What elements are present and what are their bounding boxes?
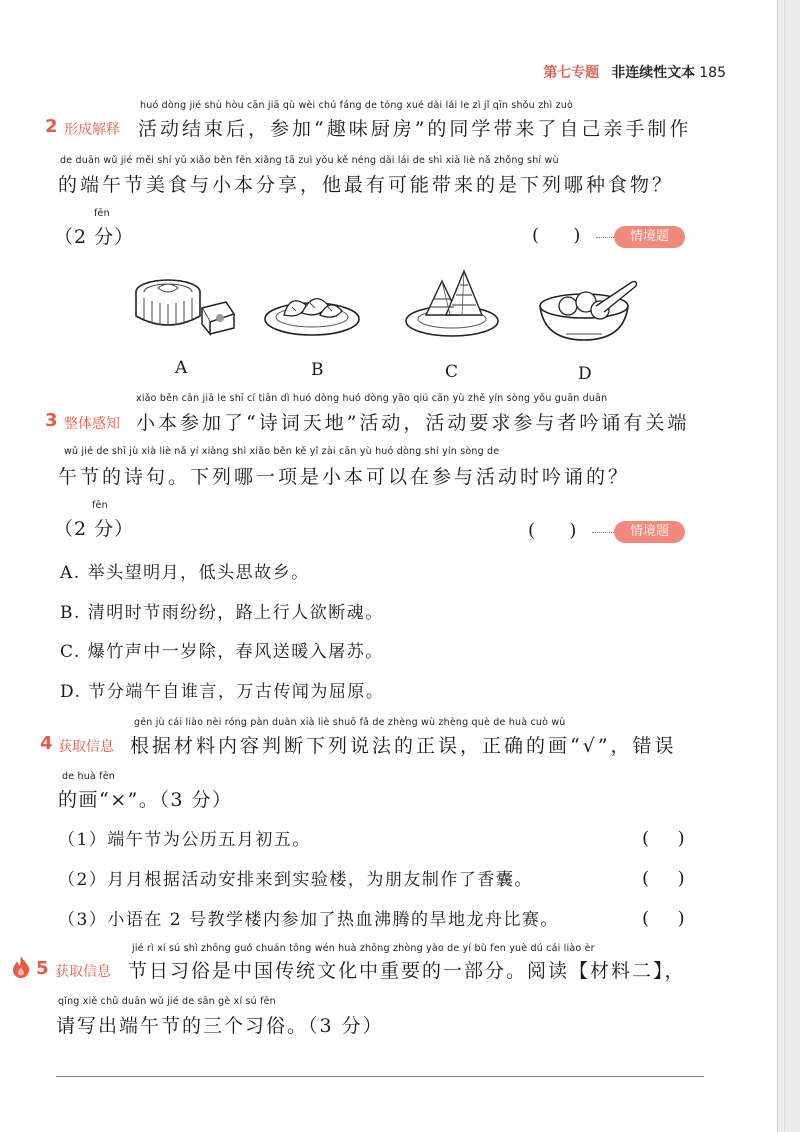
page-edge — [777, 0, 800, 1132]
q5-number: 5 — [36, 958, 49, 979]
q3-number: 3 — [45, 410, 58, 431]
q3-line-2: 午节的诗句。下列哪一项是小本可以在参与活动时吟诵的？ — [58, 466, 631, 488]
dumplings-icon — [262, 285, 362, 340]
option-c-label[interactable]: C — [445, 362, 459, 382]
q5-line-1: 节日习俗是中国传统文化中重要的一部分。阅读【材料二】， — [128, 960, 686, 982]
q3-pinyin-1: xiǎo běn cān jiā le shī cí tiān dì huó dòng huó dòng yāo qiú cān yù zhě yín sòng yǒu guān duān — [136, 393, 608, 404]
q3-choice-c[interactable]: C. 爆竹声中一岁除，春风送暖入屠苏。 — [60, 642, 384, 662]
q2-badge-connector — [596, 237, 616, 238]
q3-choice-d[interactable]: D. 节分端午自谁言，万古传闻为屈原。 — [60, 682, 385, 702]
q4-item-3-paren[interactable]: ( ) — [642, 908, 685, 929]
mooncake-icon — [130, 272, 240, 342]
q3-pinyin-2: wǔ jié de shī jù xià liè nǎ yí xiàng shì xiǎo běn kě yǐ zài cān yù huó dòng shí yín sòng de — [64, 446, 500, 457]
q4-tag: 获取信息 — [58, 739, 114, 755]
q3-answer-paren[interactable]: ( ) — [528, 520, 577, 541]
q2-pinyin-3: fēn — [94, 208, 110, 219]
q5-line-2: 请写出端午节的三个习俗。（3 分） — [56, 1015, 384, 1037]
q3-line-1: 小本参加了“诗词天地”活动，活动要求参与者吟诵有关端 — [136, 412, 690, 434]
q4-number: 4 — [40, 733, 53, 754]
q4-item-2: （2）月月根据活动安排来到实验楼，为朋友制作了香囊。 — [58, 870, 533, 890]
q4-pinyin-2: de huà fēn — [62, 771, 115, 782]
q3-choice-b[interactable]: B. 清明时节雨纷纷，路上行人欲断魂。 — [60, 603, 384, 623]
q4-pinyin-1: gēn jù cái liào nèi róng pàn duàn xià liè shuō fǎ de zhèng wù zhèng què de huà cuò wù — [134, 717, 566, 728]
q2-line-1: 活动结束后，参加“趣味厨房”的同学带来了自己亲手制作 — [138, 118, 692, 140]
option-a-label[interactable]: A — [175, 358, 188, 378]
q5-pinyin-1: jié rì xí sú shì zhōng guó chuán tǒng wén huà zhōng zhòng yào de yí bù fen yuè dú cái liào èr — [132, 943, 595, 954]
q5-tag: 获取信息 — [55, 964, 111, 980]
q4-line-2: 的画“×”。（3 分） — [58, 789, 233, 811]
q4-item-1-paren[interactable]: ( ) — [642, 828, 685, 849]
q3-badge-connector — [592, 532, 616, 533]
zongzi-icon — [402, 265, 502, 341]
option-d-label[interactable]: D — [578, 364, 592, 384]
answer-line[interactable] — [56, 1076, 704, 1077]
q3-pinyin-3: fēn — [92, 500, 108, 511]
section-title: 非连续性文本 — [611, 65, 696, 81]
q4-line-1: 根据材料内容判断下列说法的正误，正确的画“√”，错误 — [130, 735, 677, 757]
page-header — [543, 62, 726, 82]
q4-item-2-paren[interactable]: ( ) — [642, 868, 685, 889]
option-b-label[interactable]: B — [311, 360, 324, 380]
flame-icon — [10, 955, 32, 979]
q2-score: （2 分） — [54, 226, 135, 248]
q2-pinyin-1: huó dòng jié shù hòu cān jiā qù wèi chú fáng de tóng xué dài lái le zì jǐ qīn shǒu zhì zuò — [140, 100, 573, 111]
q4-item-1: （1）端午节为公历五月初五。 — [58, 830, 311, 850]
q5-pinyin-2: qǐng xiě chū duān wǔ jié de sān gè xí sú fēn — [58, 996, 276, 1007]
q4-item-3: （3）小语在 2 号教学楼内参加了热血沸腾的旱地龙舟比赛。 — [58, 910, 559, 930]
q3-score: （2 分） — [54, 518, 135, 540]
q3-tag: 整体感知 — [64, 416, 120, 432]
q2-number: 2 — [45, 116, 58, 137]
tangyuan-icon — [534, 276, 644, 346]
q2-tag: 形成解释 — [64, 122, 120, 138]
q2-answer-paren[interactable]: ( ) — [532, 225, 581, 246]
q2-pinyin-2: de duān wǔ jié měi shí yǔ xiǎo běn fēn xiǎng tā zuì yǒu kě néng dài lái de shì xià liè nǎ zhǒng shí wù — [60, 155, 559, 166]
q2-context-badge: 情境题 — [614, 226, 685, 248]
q3-context-badge: 情境题 — [614, 521, 685, 543]
q2-line-2: 的端午节美食与小本分享，他最有可能带来的是下列哪种食物？ — [58, 174, 675, 196]
page-number: 185 — [699, 65, 726, 81]
topic-label: 第七专题 — [543, 65, 600, 81]
q3-choice-a[interactable]: A. 举头望明月，低头思故乡。 — [60, 563, 310, 583]
